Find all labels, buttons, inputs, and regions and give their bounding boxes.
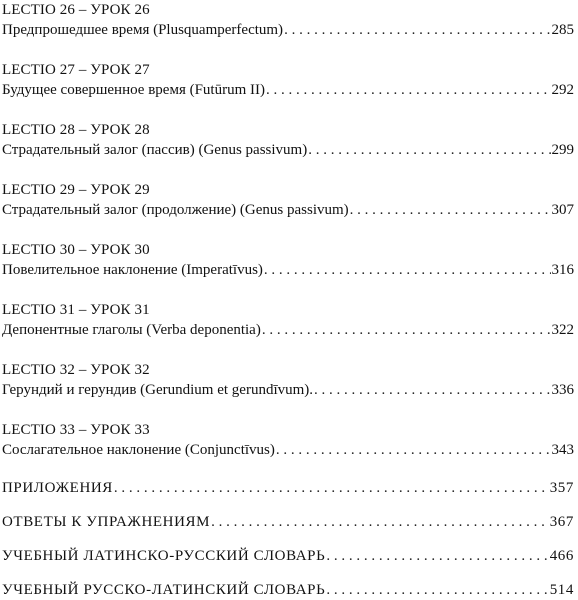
page-number: 367 [549, 514, 574, 530]
entry-title: Депонентные глаголы (Verba deponentia) [2, 322, 261, 338]
section-title: УЧЕБНЫЙ ЛАТИНСКО-РУССКИЙ СЛОВАРЬ [2, 548, 326, 564]
lesson-header: LECTIO 33 – УРОК 33 [2, 422, 150, 438]
dot-leader [284, 20, 550, 40]
toc-section-answers[interactable] [0, 512, 578, 532]
toc-lesson-31 [0, 300, 578, 340]
page-number: 292 [551, 82, 574, 98]
lesson-header: LECTIO 27 – УРОК 27 [2, 62, 150, 78]
toc-lesson-27 [0, 60, 578, 100]
toc-section-russian-latin-dictionary[interactable] [0, 580, 578, 600]
toc-lesson-33 [0, 420, 578, 460]
toc-entry[interactable] [0, 200, 578, 220]
dot-leader [350, 200, 551, 220]
page-number: 466 [549, 548, 574, 564]
page-number: 316 [551, 262, 574, 278]
dot-leader [326, 546, 548, 566]
toc-entry[interactable] [0, 20, 578, 40]
toc-entry[interactable] [0, 260, 578, 280]
entry-title: Страдательный залог (продолжение) (Genus passivum) [2, 202, 349, 218]
toc-lesson-30 [0, 240, 578, 280]
entry-title: Повелительное наклонение (Imperatīvus) [2, 262, 263, 278]
page-number: 322 [551, 322, 574, 338]
section-title: ПРИЛОЖЕНИЯ [2, 480, 113, 496]
toc-lesson-29 [0, 180, 578, 220]
entry-title: Предпрошедшее время (Plusquamperfectum) [2, 22, 284, 38]
section-title: УЧЕБНЫЙ РУССКО-ЛАТИНСКИЙ СЛОВАРЬ [2, 582, 326, 598]
page-number: 343 [551, 442, 574, 458]
lesson-header: LECTIO 32 – УРОК 32 [2, 362, 150, 378]
lesson-header: LECTIO 30 – УРОК 30 [2, 242, 150, 258]
lesson-header: LECTIO 31 – УРОК 31 [2, 302, 150, 318]
toc-section-appendices[interactable] [0, 478, 578, 498]
toc-entry[interactable] [0, 140, 578, 160]
dot-leader [266, 80, 551, 100]
toc-lesson-28 [0, 120, 578, 160]
dot-leader [211, 512, 549, 532]
toc-lesson-26 [0, 0, 578, 40]
dot-leader [314, 380, 550, 400]
entry-title: Сослагательное наклонение (Conjunctīvus) [2, 442, 275, 458]
dot-leader [114, 478, 549, 498]
toc-entry[interactable] [0, 320, 578, 340]
lesson-header: LECTIO 28 – УРОК 28 [2, 122, 150, 138]
toc-entry[interactable] [0, 380, 578, 400]
dot-leader [264, 260, 551, 280]
page-number: 299 [551, 142, 574, 158]
dot-leader [262, 320, 551, 340]
entry-title: Будущее совершенное время (Futūrum II) [2, 82, 265, 98]
dot-leader [276, 440, 551, 460]
lesson-header: LECTIO 29 – УРОК 29 [2, 182, 150, 198]
page-number: 307 [551, 202, 574, 218]
page-number: 514 [549, 582, 574, 598]
lesson-header: LECTIO 26 – УРОК 26 [2, 2, 150, 18]
dot-leader [326, 580, 548, 600]
toc-entry[interactable] [0, 80, 578, 100]
page-number: 336 [551, 382, 574, 398]
dot-leader [308, 140, 550, 160]
entry-title: Герундий и герундив (Gerundium et gerundīvum). [2, 382, 314, 398]
toc-entry[interactable] [0, 440, 578, 460]
entry-title: Страдательный залог (пассив) (Genus passivum) [2, 142, 308, 158]
toc-section-latin-russian-dictionary[interactable] [0, 546, 578, 566]
toc-lesson-32 [0, 360, 578, 400]
section-title: ОТВЕТЫ К УПРАЖНЕНИЯМ [2, 514, 211, 530]
page-number: 357 [549, 480, 574, 496]
page-number: 285 [551, 22, 574, 38]
